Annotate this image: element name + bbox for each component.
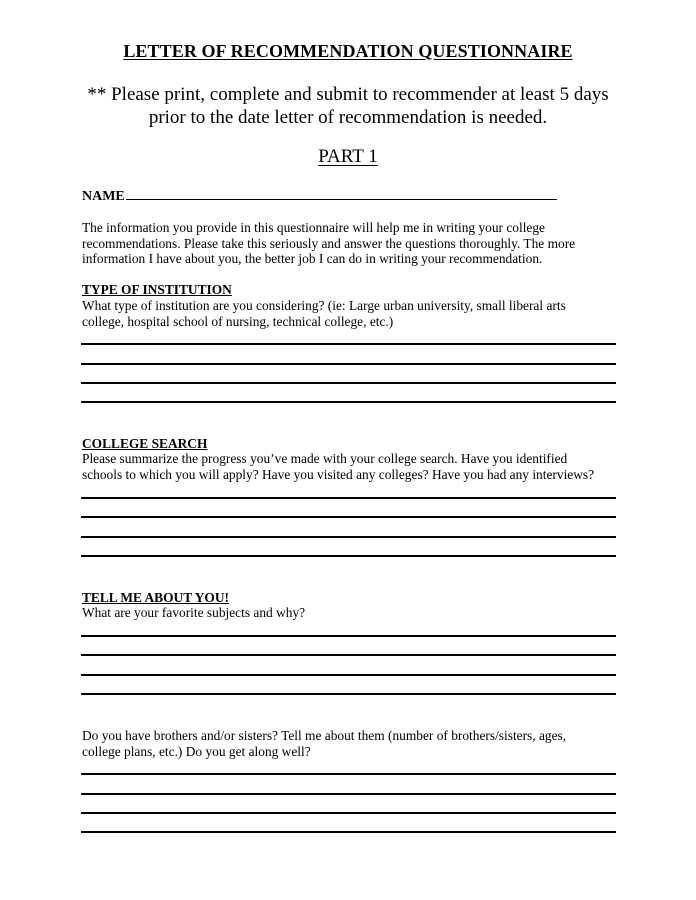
intro-line: information I have about you, the better job I can do in writing your recommendation.	[82, 251, 543, 266]
intro-paragraph	[82, 220, 622, 267]
question-line: Do you have brothers and/or sisters? Tell me about them (number of brothers/sisters, ages,	[82, 728, 567, 743]
name-blank-line[interactable]	[126, 186, 557, 200]
answer-line[interactable]	[81, 536, 616, 538]
part-heading: PART 1	[318, 146, 378, 167]
answer-line[interactable]	[81, 654, 616, 656]
section-heading-type-of-institution: TYPE OF INSTITUTION	[82, 282, 232, 297]
answer-line[interactable]	[81, 343, 616, 345]
answer-line[interactable]	[81, 693, 616, 695]
answer-line[interactable]	[81, 635, 616, 637]
answer-line[interactable]	[81, 793, 616, 795]
answer-line[interactable]	[81, 812, 616, 814]
name-label: NAME	[82, 189, 125, 204]
question-type-of-institution	[82, 298, 622, 329]
question-line: schools to which you will apply? Have you visited any colleges? Have you had any interviews?	[82, 466, 595, 482]
question-line: college, hospital school of nursing, technical college, etc.)	[82, 313, 394, 329]
answer-line[interactable]	[81, 401, 616, 403]
answer-line[interactable]	[81, 674, 616, 676]
section-heading-tell-me-about-you: TELL ME ABOUT YOU!	[82, 590, 229, 605]
question-favorite-subjects	[82, 605, 622, 621]
name-row	[82, 186, 557, 205]
question-line: What are your favorite subjects and why?	[82, 605, 306, 620]
question-line: college plans, etc.) Do you get along well?	[82, 743, 311, 759]
answer-line[interactable]	[81, 363, 616, 365]
answer-line[interactable]	[81, 555, 616, 557]
intro-line: recommendations. Please take this seriously and answer the questions thoroughly. The more	[82, 235, 576, 251]
intro-line: The information you provide in this questionnaire will help me in writing your college	[82, 220, 545, 235]
instruction-line: prior to the date letter of recommendation is needed.	[148, 107, 548, 128]
document-title: LETTER OF RECOMMENDATION QUESTIONNAIRE	[123, 41, 573, 61]
answer-line[interactable]	[81, 773, 616, 775]
question-college-search	[82, 451, 622, 482]
question-line: What type of institution are you considering? (ie: Large urban university, small liberal arts	[82, 298, 566, 313]
answer-line[interactable]	[81, 831, 616, 833]
section-heading-college-search: COLLEGE SEARCH	[82, 436, 208, 451]
answer-line[interactable]	[81, 382, 616, 384]
instruction-line: ** Please print, complete and submit to recommender at least 5 days	[87, 84, 609, 105]
answer-line[interactable]	[81, 497, 616, 499]
submission-instruction	[0, 83, 696, 129]
question-line: Please summarize the progress you’ve made with your college search. Have you identified	[82, 451, 568, 466]
answer-line[interactable]	[81, 516, 616, 518]
question-siblings	[82, 728, 622, 759]
